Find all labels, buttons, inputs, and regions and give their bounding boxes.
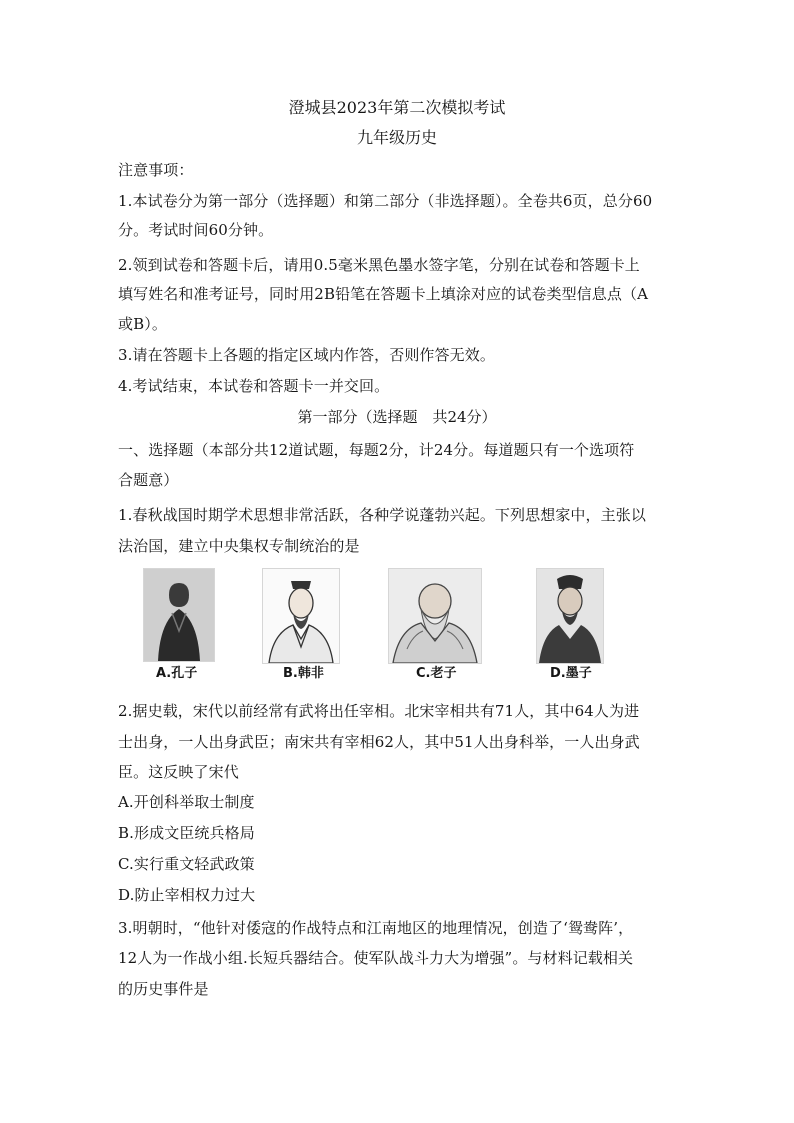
portrait-mozi-icon <box>536 568 604 664</box>
portrait-confucius-icon <box>143 568 215 662</box>
q1-option-caption: D.墨子 <box>550 666 592 681</box>
q2-option: C.实行重文轻武政策 <box>118 855 255 873</box>
notice-line: 填写姓名和准考证号，同时用2B铅笔在答题卡上填涂对应的试卷类型信息点（A <box>118 285 649 303</box>
notice-line: 3.请在答题卡上各题的指定区域内作答，否则作答无效。 <box>118 346 495 364</box>
q3-text-line: 12人为一作战小组.长短兵器结合。使军队战斗力大为增强”。与材料记载相关 <box>118 949 634 967</box>
notice-heading: 注意事项： <box>118 161 194 179</box>
notice-line: 2.领到试卷和答题卡后，请用0.5毫米黑色墨水签字笔，分别在试卷和答题卡上 <box>118 256 640 274</box>
q2-option: A.开创科举取士制度 <box>118 793 255 811</box>
q1-option-caption: C.老子 <box>416 666 457 681</box>
part1-heading: 第一部分（选择题 共24分） <box>297 408 497 426</box>
q3-text-line: 的历史事件是 <box>118 980 209 998</box>
part1-intro-line: 合题意） <box>118 471 179 489</box>
q2-text-line: 臣。这反映了宋代 <box>118 763 239 781</box>
notice-line: 1.本试卷分为第一部分（选择题）和第二部分（非选择题）。全卷共6页，总分60 <box>118 192 653 210</box>
part1-intro-line: 一、选择题（本部分共12道试题，每题2分，计24分。每道题只有一个选项符 <box>118 441 635 459</box>
q1-option-caption: B.韩非 <box>283 666 324 681</box>
exam-title: 澄城县2023年第二次模拟考试 <box>288 98 506 117</box>
q1-text-line: 1.春秋战国时期学术思想非常活跃，各种学说蓬勃兴起。下列思想家中，主张以 <box>118 506 646 524</box>
q3-text-line: 3.明朝时，“他针对倭寇的作战特点和江南地区的地理情况，创造了‘鸳鸯阵’， <box>118 919 634 937</box>
portrait-laozi-icon <box>388 568 482 664</box>
notice-line: 或B）。 <box>118 315 167 333</box>
q1-option-caption: A.孔子 <box>156 666 198 681</box>
exam-subtitle: 九年级历史 <box>356 128 437 147</box>
notice-line: 分。考试时间60分钟。 <box>118 221 274 239</box>
notice-line: 4.考试结束，本试卷和答题卡一并交回。 <box>118 377 390 395</box>
q2-option: D.防止宰相权力过大 <box>118 886 256 904</box>
portrait-hanfei-icon <box>262 568 340 664</box>
q2-text-line: 2.据史载，宋代以前经常有武将出任宰相。北宋宰相共有71人，其中64人为进 <box>118 702 640 720</box>
q1-text-line: 法治国，建立中央集权专制统治的是 <box>118 537 360 555</box>
q2-option: B.形成文臣统兵格局 <box>118 824 255 842</box>
q2-text-line: 士出身，一人出身武臣；南宋共有宰相62人，其中51人出身科举，一人出身武 <box>118 733 640 751</box>
